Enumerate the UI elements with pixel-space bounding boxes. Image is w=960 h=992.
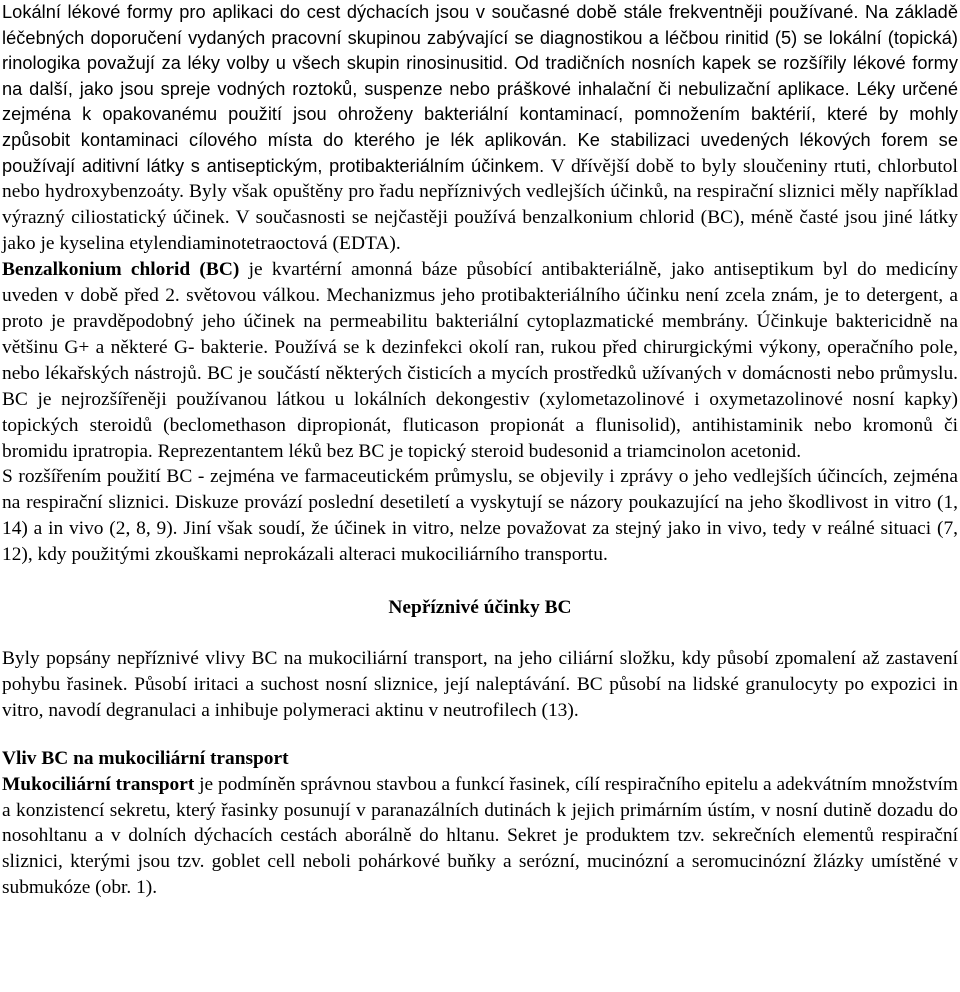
adverse-text: Byly popsány nepříznivé vlivy BC na mukociliární transport, na jeho ciliární složku, kdy působí zpomalení až zastavení pohybu řasinek. Působí iritaci a suchost nosní sliznice, její naleptávání. BC působí na lidské granulocyty po expozici in vitro, navodí degranulaci a inhibuje polymeraci aktinu v neutrofilech (13). [2, 647, 958, 721]
spacer [2, 724, 958, 746]
adverse-heading: Nepříznivé účinky BC [388, 597, 572, 619]
expansion-text: S rozšířením použití BC - zejména ve farmaceutickém průmyslu, se objevily i zprávy o jeho vedlejších účincích, zejména na respirační sliznici. Diskuze provází poslední desetiletí a vyskytují se názory poukazující na jeho škodlivost in vitro (1, 14) a in vivo (2, 8, 9). Jiní však soudí, že účinek in vitro, nelze považovat za stejný jako in vivo, tedy v reálné situaci (7, 12), kdy použitými zkouškami neprokázali alteraci mukociliárního transportu. [2, 466, 958, 566]
intro-paragraph [2, 0, 958, 257]
history-text: V dřívější době to byly sloučeniny rtuti, chlorbutol nebo hydroxybenzoáty. Byly však opuštěny pro řadu nepříznivých vedlejších účinků, na respirační sliznici měly například výrazný ciliostatický účinek. V současnosti se nejčastěji používá benzalkonium chlorid (BC), méně časté jsou jiné látky jako je kyselina etylendiaminotetraoctová (EDTA). [2, 155, 958, 255]
bc-text: je kvartérní amonná báze působící antibakteriálně, jako antiseptikum byl do medicíny uveden v době před 2. světovou válkou. Mechanizmus jeho protibakteriálního účinku není zcela znám, je to detergent, a proto je pravděpodobný jeho účinek na permeabilitu bakteriální cytoplazmatické membrány. Účinkuje baktericidně na většinu G+ a některé G- bakterie. Používá se k dezinfekci okolí ran, rukou před chirurgickými výkony, operačního pole, nebo lékařských nástrojů. BC je součástí některých čisticích a mycích prostředků užívaných v domácnosti nebo průmyslu. BC je nejrozšířeněji používanou látkou u lokálních dekongestiv (xylometazolinové i oxymetazolinové nosní kapky) topických steroidů (beclomethason dipropionát, fluticason propionát a flunisolid), antihistaminik nebo kromonů či bromidu ipratropia. Reprezentantem léků bez BC je topický steroid budesonid a triamcinolon acetonid. [2, 259, 958, 462]
spacer [2, 621, 958, 646]
bc-paragraph [2, 257, 958, 464]
transport-text: je podmíněn správnou stavbou a funkcí řasinek, cílí respiračního epitelu a adekvátním množstvím a konzistencí sekretu, který řasinky posunují v paranazálních dutinách k jejich primárním ústím, v nosní dutině dozadu do nosohltanu a v dolních dýchacích cestách aborálně do hltanu. Sekret je produktem tzv. sekrečních elementů respirační sliznici, kterými jsou tzv. goblet cell neboli pohárkové buňky a serózní, mucinózní a seromucinózní žlázky umístěné v submukóze (obr. 1). [2, 773, 958, 899]
transport-paragraph [2, 772, 958, 902]
adverse-paragraph [2, 646, 958, 724]
intro-text: Lokální lékové formy pro aplikaci do cest dýchacích jsou v současné době stále frekventněji používané. Na základě léčebných doporučení vydaných pracovní skupinou zabývající se diagnostikou a léčbou rinitid (5) se lokální (topická) rinologika považují za léky volby u všech skupin rinosinusitid. Od tradičních nosních kapek se rozšířily lékové formy na další, jako jsou spreje vodných roztoků, suspenze nebo práškové inhalační či nebulizační aplikace. Léky určené zejména k opakovanému použití jsou ohroženy bakteriální kontaminací, pomnožením baktérií, které by mohly způsobit kontaminaci cílového místa do kterého je lék aplikován. Ke stabilizaci uvedených lékových forem se používají aditivní látky s antiseptickým, protibakteriálním účinkem. [2, 2, 958, 176]
expansion-paragraph [2, 464, 958, 568]
bc-term: Benzalkonium chlorid (BC) [2, 259, 240, 281]
transport-term: Mukociliární transport [2, 773, 195, 795]
spacer [2, 568, 958, 595]
transport-heading: Vliv BC na mukociliární transport [2, 747, 289, 769]
